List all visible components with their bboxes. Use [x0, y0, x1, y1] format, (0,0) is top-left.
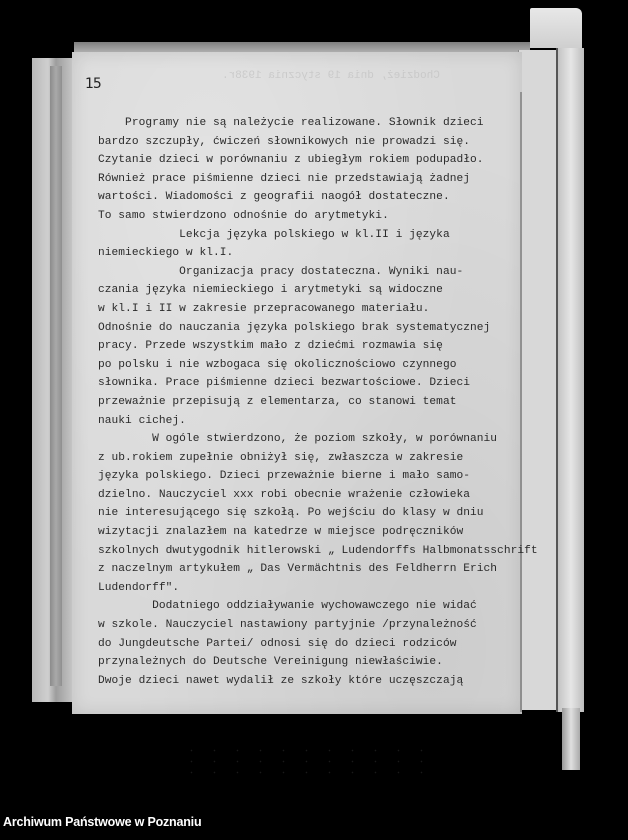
text-line: z ub.rokiem zupełnie obniżył się, zwłaszcza w zakresie: [98, 451, 464, 464]
text-line: nie interesującego się szkołą. Po wejściu do klasy w dniu: [98, 507, 484, 520]
text-line: Również prace piśmienne dzieci nie przedstawiają żadnej: [98, 172, 470, 185]
text-line: słownika. Prace piśmienne dzieci bezwartościowe. Dzieci: [98, 377, 470, 390]
text-line: wizytacji znalazłem na katedrze w miejsce podręczników: [98, 526, 464, 539]
text-line: To samo stwierdzono odnośnie do arytmetyki.: [98, 209, 389, 222]
sheet-fold-shadow: [50, 66, 62, 686]
text-line: Czytanie dzieci w porównaniu z ubiegłym rokiem podupadło.: [98, 154, 484, 167]
text-line: Ludendorff".: [98, 581, 180, 594]
underlying-sheet-left: [32, 58, 72, 702]
text-line: z naczelnym artykułem „ Das Vermächtnis des Feldherrn Erich: [98, 563, 498, 576]
text-line: w kl.I i II w zakresie przepracowanego materiału.: [98, 302, 430, 315]
text-line: dzielno. Nauczyciel xxx robi obecnie wrażenie człowieka: [98, 488, 470, 501]
text-line: Dwoje dzieci nawet wydalił ze szkoły które uczęszczają: [98, 674, 464, 687]
text-line: Odnośnie do nauczania języka polskiego brak systematycznej: [98, 321, 491, 334]
section-heading-line: Lekcja języka polskiego w kl.II i języka: [98, 228, 450, 241]
bleed-through-text: Chodzież, dnia 19 stycznia 1938r.: [222, 70, 440, 82]
page-number: 15: [85, 76, 101, 92]
binder-post: [562, 708, 580, 770]
binding-tab: [530, 8, 582, 48]
text-line: czania języka niemieckiego i arytmetyki są widoczne: [98, 284, 443, 297]
text-line: Programy nie są należycie realizowane. Słownik dzieci: [98, 117, 484, 129]
text-line: nauki cichej.: [98, 414, 186, 427]
text-line: do Jungdeutsche Partei/ odnosi się do dzieci rodziców: [98, 637, 457, 650]
typewritten-body: [98, 114, 538, 690]
text-line: po polsku i nie wzbogaca się okolicznościowo czynnego: [98, 358, 457, 371]
text-line: wartości. Wiadomości z geografii naogół dostateczne.: [98, 191, 450, 204]
binder-spine-edge: [556, 48, 584, 712]
text-line: szkolnych dwutygodnik hitlerowski „ Ludendorffs Halbmonatsschrift: [98, 544, 538, 557]
scan-noise: [180, 745, 440, 775]
text-line: bardzo szczupły, ćwiczeń słownikowych nie prowadzi się.: [98, 135, 470, 148]
text-line: w szkole. Nauczyciel nastawiony partyjnie /przynależność: [98, 619, 477, 632]
section-heading-line: niemieckiego w kl.I.: [98, 247, 234, 260]
text-line: przeważnie przepisują z elementarza, co stanowi temat: [98, 395, 457, 408]
text-line: Dodatniego oddziaływanie wychowawczego nie widać: [98, 600, 477, 613]
text-line: W ogóle stwierdzono, że poziom szkoły, w porównaniu: [98, 433, 498, 446]
text-line: pracy. Przede wszystkim mało z dziećmi rozmawia się: [98, 340, 443, 353]
archive-caption: Archiwum Państwowe w Poznaniu: [3, 815, 202, 829]
text-line: przynależnych do Deutsche Vereinigung niewłaściwie.: [98, 656, 443, 669]
document-page: [72, 52, 538, 714]
text-line: Organizacja pracy dostateczna. Wyniki nau-: [98, 265, 464, 278]
text-line: języka polskiego. Dzieci przeważnie bierne i mało samo-: [98, 470, 470, 483]
